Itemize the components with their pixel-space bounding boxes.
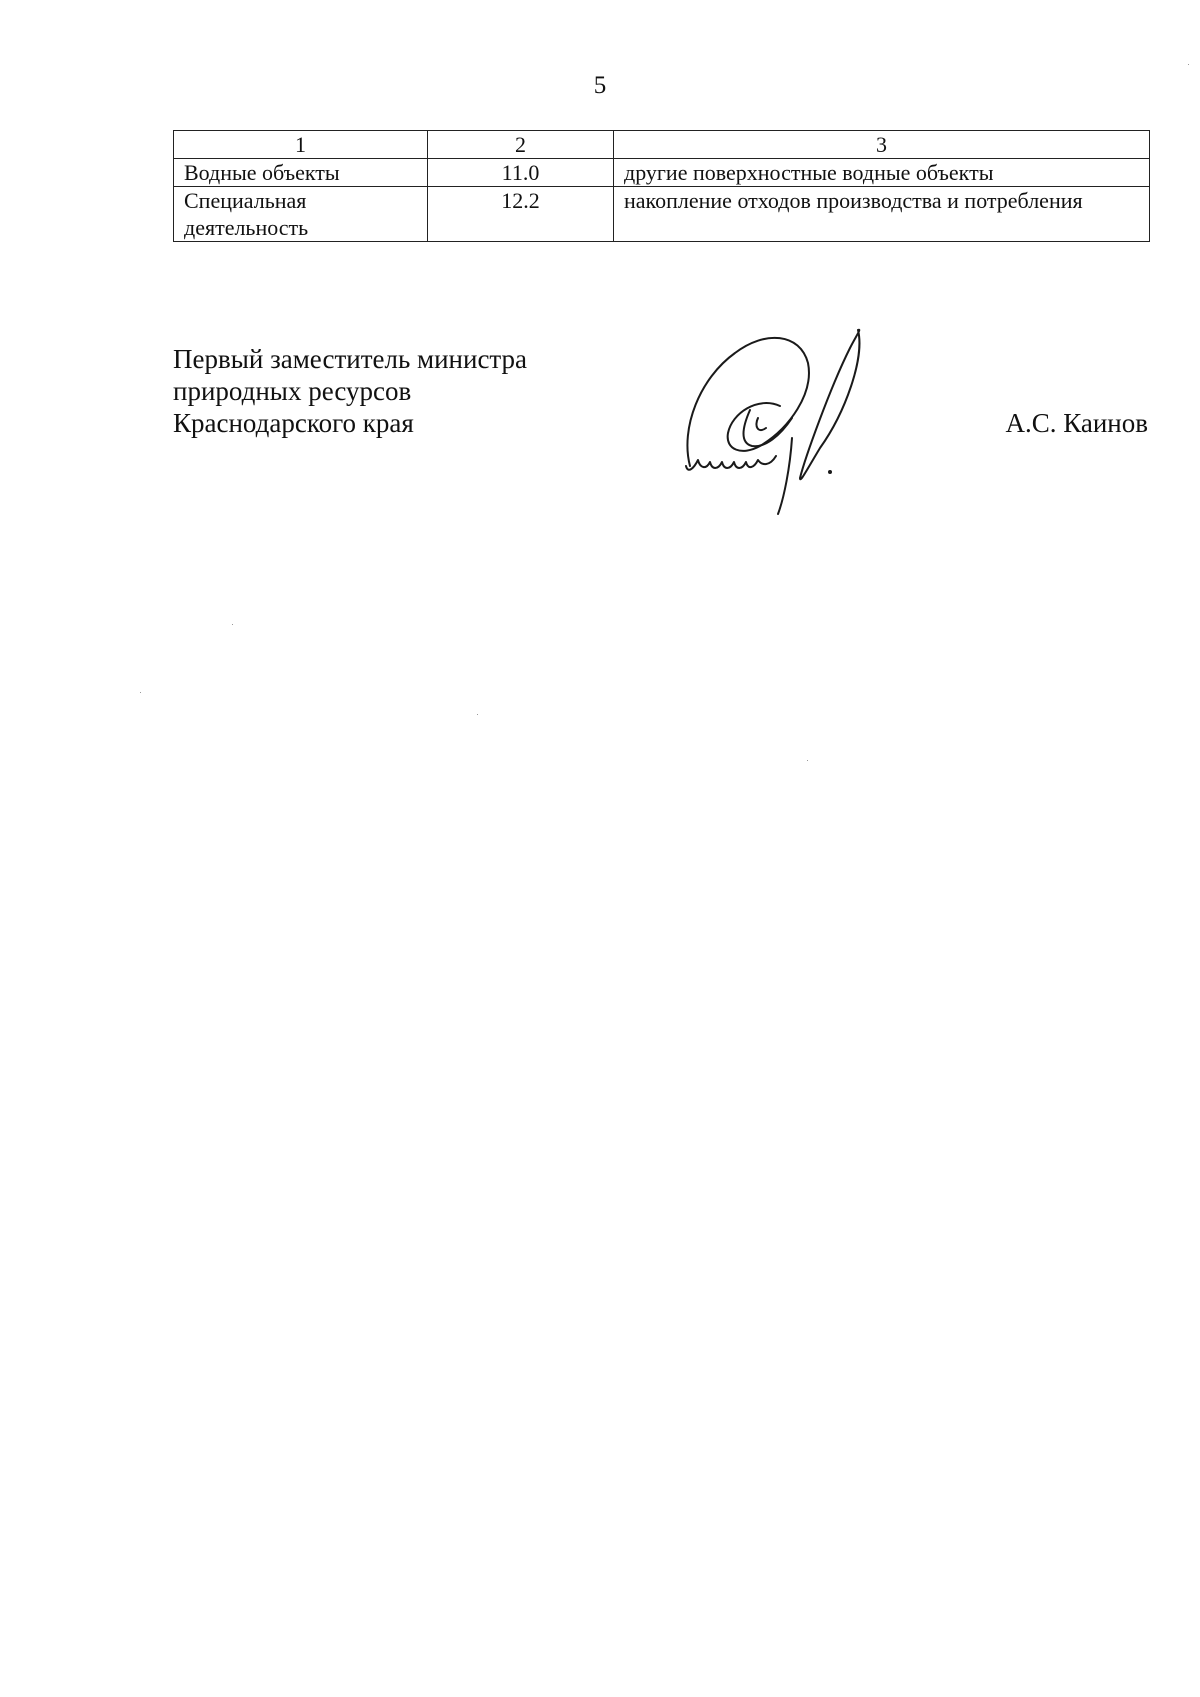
page-number: 5 — [593, 72, 607, 99]
row-name-cell: Специальная деятельность — [174, 187, 428, 242]
scan-speck — [140, 692, 141, 693]
signer-name: А.С. Каинов — [1005, 408, 1148, 438]
table-header-row — [174, 131, 1150, 159]
position-line: Краснодарского края — [173, 408, 414, 438]
position-line: Первый заместитель министра — [173, 344, 528, 374]
handwritten-signature-icon — [680, 318, 880, 528]
signatory-position — [173, 343, 527, 439]
table-row — [174, 187, 1150, 242]
scan-speck — [232, 624, 233, 625]
row-code-cell: 12.2 — [428, 187, 614, 242]
scan-speck — [477, 714, 478, 715]
zones-table — [173, 130, 1150, 242]
table-row — [174, 159, 1150, 187]
row-description-cell: другие поверхностные водные объекты — [614, 159, 1150, 187]
scan-speck — [807, 760, 808, 761]
row-code-cell: 11.0 — [428, 159, 614, 187]
position-line: природных ресурсов — [173, 376, 412, 406]
table-header-cell: 1 — [174, 131, 428, 159]
table-header-cell: 2 — [428, 131, 614, 159]
scan-speck — [1188, 64, 1189, 65]
row-name-cell: Водные объекты — [174, 159, 428, 187]
row-description-cell: накопление отходов производства и потребления — [614, 187, 1150, 242]
table-header-cell: 3 — [614, 131, 1150, 159]
